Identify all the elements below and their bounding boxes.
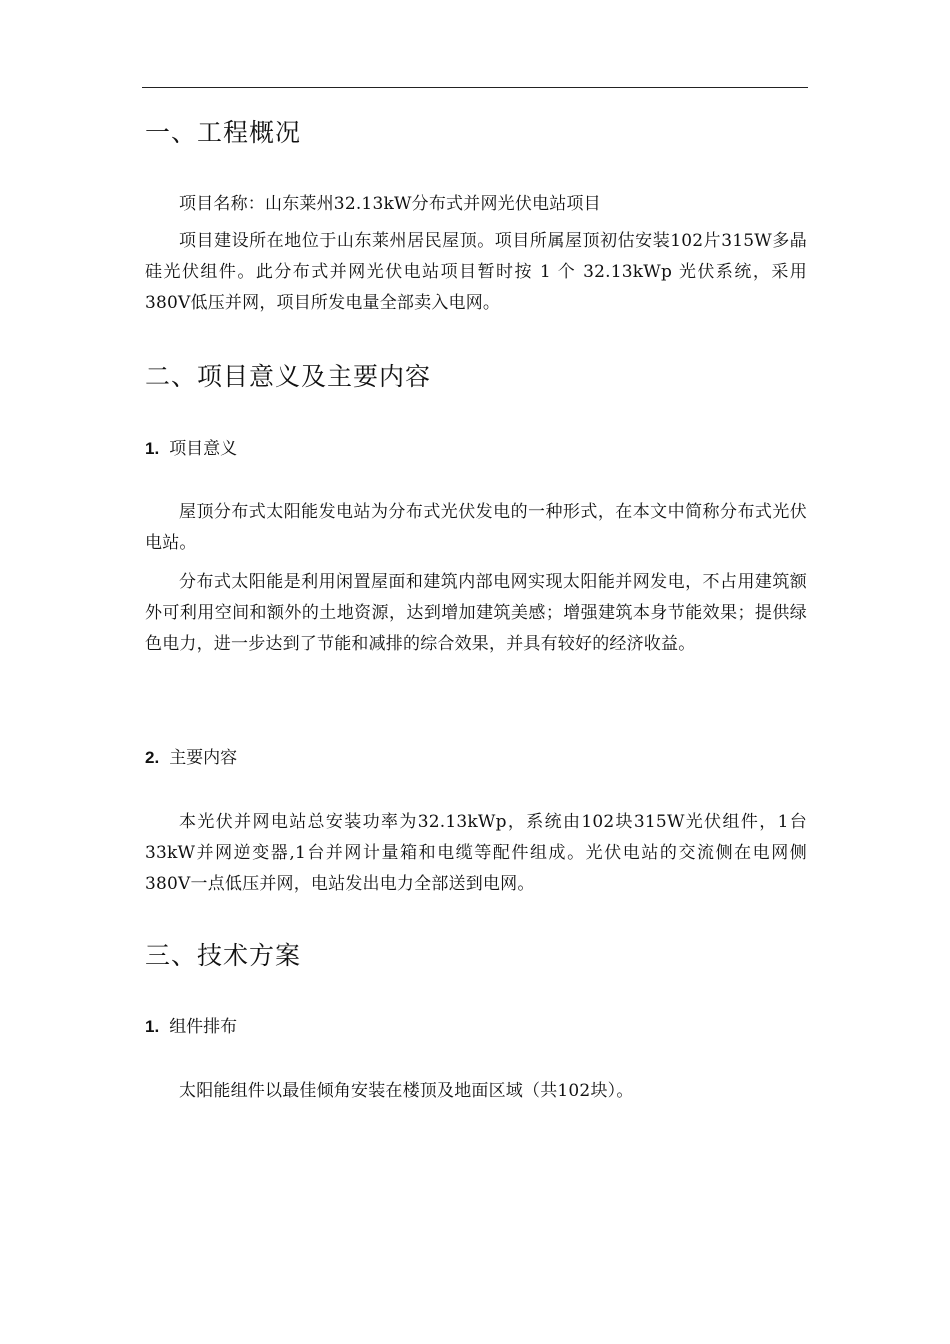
section-heading: 三、技术方案: [145, 941, 302, 970]
section-heading: 一、工程概况: [145, 118, 302, 147]
subsection-number: 1.: [145, 439, 160, 458]
subsection-title: 主要内容: [169, 748, 238, 768]
paragraph: 项目名称：山东莱州32.13kW分布式并网光伏电站项目: [179, 194, 601, 214]
subsection-heading: [145, 437, 237, 461]
paragraph: 本光伏并网电站总安装功率为32.13kWp，系统由102块315W光伏组件，1台33kW并网逆变器,1台并网计量箱和电缆等配件组成。光伏电站的交流侧在电网侧380V一点低压并网，电站发出电力全部送到电网。: [145, 812, 807, 894]
section-heading: 二、项目意义及主要内容: [145, 362, 432, 391]
paragraph: 项目建设所在地位于山东莱州居民屋顶。项目所属屋顶初估安装102片315W多晶硅光伏组件。此分布式并网光伏电站项目暂时按 1 个 32.13kWp 光伏系统，采用380V低压并网，项目所发电量全部卖入电网。: [145, 231, 807, 313]
subsection-title: 组件排布: [169, 1017, 238, 1037]
subsection-heading: [145, 1015, 237, 1039]
subsection-number: 1.: [145, 1017, 160, 1036]
subsection-number: 2.: [145, 748, 160, 767]
header-rule: [142, 87, 808, 88]
paragraph: 分布式太阳能是利用闲置屋面和建筑内部电网实现太阳能并网发电，不占用建筑额外可利用空间和额外的土地资源，达到增加建筑美感；增强建筑本身节能效果；提供绿色电力，进一步达到了节能和减排的综合效果，并具有较好的经济收益。: [145, 572, 807, 654]
subsection-heading: [145, 746, 237, 770]
paragraph: 太阳能组件以最佳倾角安装在楼顶及地面区域（共102块）。: [179, 1081, 634, 1101]
paragraph: 屋顶分布式太阳能发电站为分布式光伏发电的一种形式，在本文中简称分布式光伏电站。: [145, 502, 807, 553]
subsection-title: 项目意义: [169, 439, 238, 459]
